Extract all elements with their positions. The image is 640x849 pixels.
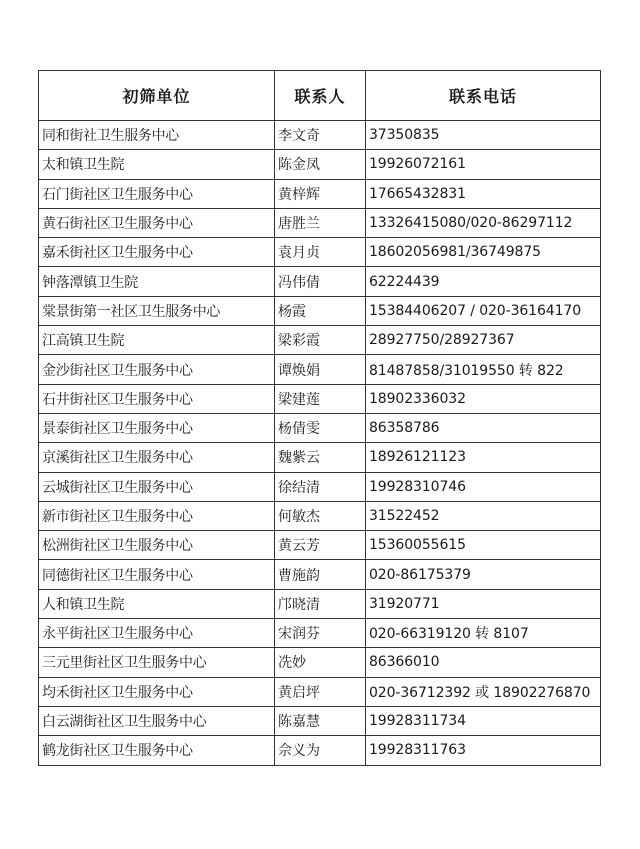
header-contact: 联系人 [275,71,366,121]
phone-cell: 28927750/28927367 [366,326,601,355]
unit-cell: 京溪街社区卫生服务中心 [39,443,275,472]
phone-cell: 13326415080/020-86297112 [366,208,601,237]
phone-cell: 19926072161 [366,150,601,179]
header-unit: 初筛单位 [39,71,275,121]
unit-cell: 石门街社区卫生服务中心 [39,179,275,208]
table-row [39,179,601,208]
screening-contacts-table [38,70,601,766]
unit-cell: 江高镇卫生院 [39,326,275,355]
header-phone: 联系电话 [366,71,601,121]
unit-cell: 石井街社区卫生服务中心 [39,384,275,413]
contact-cell: 邝晓清 [275,589,366,618]
table-row [39,619,601,648]
contact-cell: 黄启坪 [275,677,366,706]
contact-cell: 谭焕娟 [275,355,366,384]
contact-cell: 杨霞 [275,296,366,325]
contact-cell: 杨倩雯 [275,413,366,442]
table-row [39,150,601,179]
phone-cell: 31522452 [366,501,601,530]
contact-cell: 梁彩霞 [275,326,366,355]
table-row [39,501,601,530]
table-row [39,413,601,442]
table-row [39,267,601,296]
unit-cell: 云城街社区卫生服务中心 [39,472,275,501]
contact-cell: 魏紫云 [275,443,366,472]
unit-cell: 太和镇卫生院 [39,150,275,179]
unit-cell: 均禾街社区卫生服务中心 [39,677,275,706]
unit-cell: 永平街社区卫生服务中心 [39,619,275,648]
table-row [39,531,601,560]
phone-cell: 18602056981/36749875 [366,238,601,267]
unit-cell: 白云湖街社区卫生服务中心 [39,706,275,735]
unit-cell: 新市街社区卫生服务中心 [39,501,275,530]
contact-cell: 陈金凤 [275,150,366,179]
contact-cell: 唐胜兰 [275,208,366,237]
table-row [39,355,601,384]
contact-cell: 黄梓辉 [275,179,366,208]
table-row [39,472,601,501]
contact-cell: 佘义为 [275,736,366,765]
phone-cell: 86366010 [366,648,601,677]
unit-cell: 景泰街社区卫生服务中心 [39,413,275,442]
unit-cell: 人和镇卫生院 [39,589,275,618]
phone-cell: 020-86175379 [366,560,601,589]
unit-cell: 黄石街社区卫生服务中心 [39,208,275,237]
table-row [39,296,601,325]
table-row [39,238,601,267]
phone-cell: 15360055615 [366,531,601,560]
unit-cell: 同德街社区卫生服务中心 [39,560,275,589]
unit-cell: 棠景街第一社区卫生服务中心 [39,296,275,325]
contact-cell: 陈嘉慧 [275,706,366,735]
phone-cell: 15384406207 / 020-36164170 [366,296,601,325]
table-row [39,208,601,237]
table-row [39,326,601,355]
contact-cell: 何敏杰 [275,501,366,530]
unit-cell: 嘉禾街社区卫生服务中心 [39,238,275,267]
contact-cell: 冯伟倩 [275,267,366,296]
table-row [39,736,601,765]
phone-cell: 86358786 [366,413,601,442]
phone-cell: 81487858/31019550 转 822 [366,355,601,384]
table-row [39,443,601,472]
unit-cell: 三元里街社区卫生服务中心 [39,648,275,677]
unit-cell: 松洲街社区卫生服务中心 [39,531,275,560]
table-body [39,121,601,766]
unit-cell: 同和街社卫生服务中心 [39,121,275,150]
phone-cell: 31920771 [366,589,601,618]
table-row [39,121,601,150]
table-row [39,648,601,677]
table-row [39,560,601,589]
unit-cell: 鹤龙街社区卫生服务中心 [39,736,275,765]
table-header-row [39,71,601,121]
unit-cell: 钟落潭镇卫生院 [39,267,275,296]
contact-cell: 曹施韵 [275,560,366,589]
contact-cell: 梁建莲 [275,384,366,413]
phone-cell: 020-36712392 或 18902276870 [366,677,601,706]
contact-cell: 黄云芳 [275,531,366,560]
contact-cell: 冼妙 [275,648,366,677]
table-row [39,677,601,706]
phone-cell: 18926121123 [366,443,601,472]
phone-cell: 37350835 [366,121,601,150]
phone-cell: 020-66319120 转 8107 [366,619,601,648]
contact-cell: 袁月贞 [275,238,366,267]
phone-cell: 62224439 [366,267,601,296]
contact-cell: 宋润芬 [275,619,366,648]
contact-cell: 李文奇 [275,121,366,150]
table-row [39,384,601,413]
phone-cell: 17665432831 [366,179,601,208]
contact-cell: 徐结清 [275,472,366,501]
unit-cell: 金沙街社区卫生服务中心 [39,355,275,384]
phone-cell: 19928310746 [366,472,601,501]
table-row [39,706,601,735]
phone-cell: 18902336032 [366,384,601,413]
phone-cell: 19928311734 [366,706,601,735]
phone-cell: 19928311763 [366,736,601,765]
table-row [39,589,601,618]
